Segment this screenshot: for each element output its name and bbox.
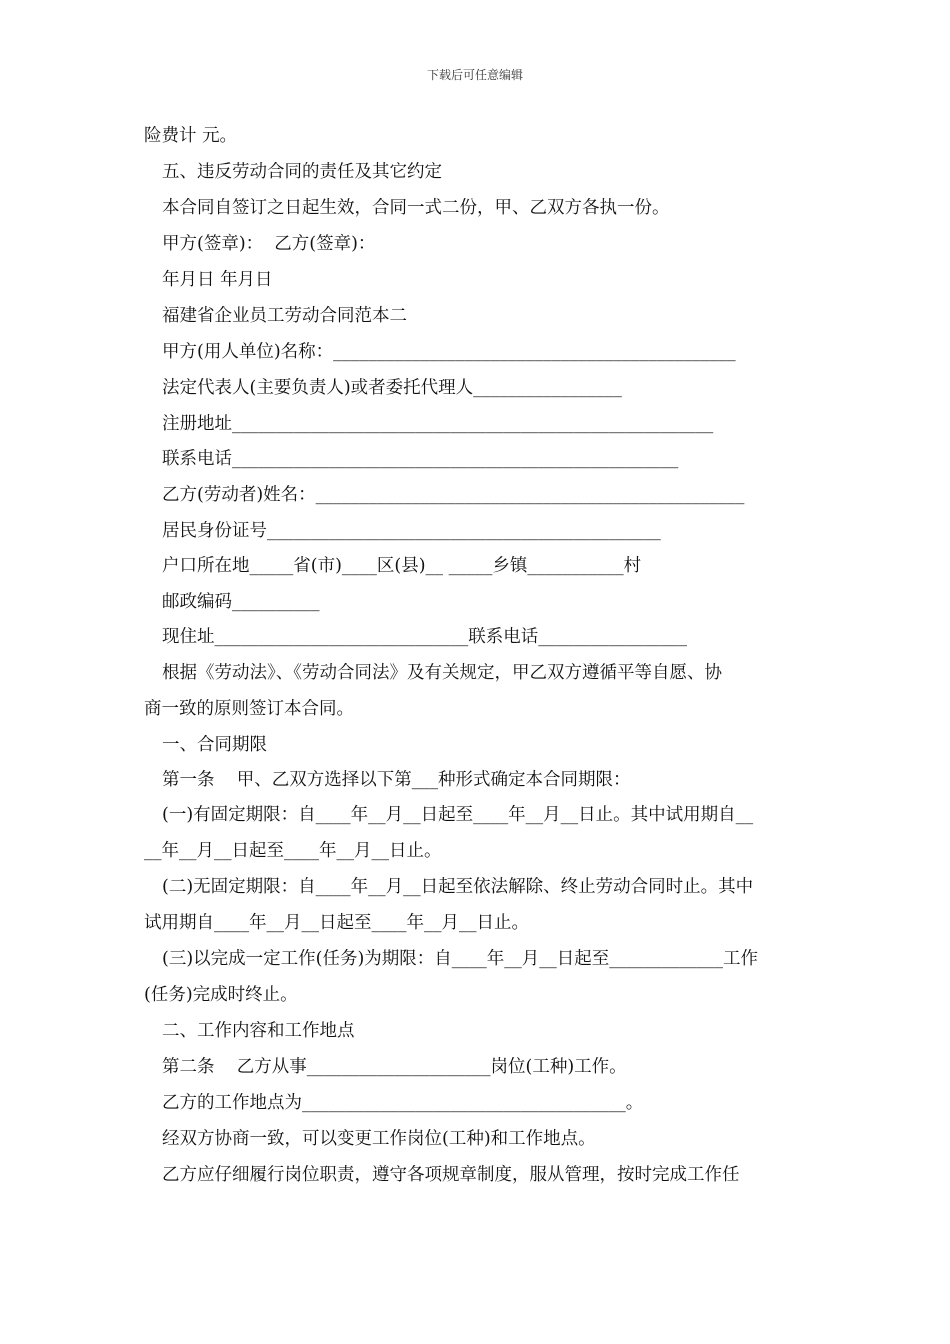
clause-line: (任务)完成时终止。 (144, 985, 298, 1005)
form-field-line: 乙方(劳动者)姓名：_________________________________________________ (162, 485, 745, 505)
form-field-line: 注册地址_______________________________________________________ (162, 414, 714, 434)
form-field-line: 邮政编码__________ (162, 592, 320, 612)
text-line: 险费计 元。 (144, 126, 238, 146)
clause-line: __年__月__日起至____年__月__日止。 (144, 841, 442, 861)
clause-line: 乙方的工作地点为_____________________________________。 (162, 1093, 644, 1113)
section-heading: 五、违反劳动合同的责任及其它约定 (162, 162, 442, 182)
clause-line: 试用期自____年__月__日起至____年__月__日止。 (144, 913, 529, 933)
form-field-line: 现住址_____________________________联系电话_________________ (162, 627, 687, 647)
clause-line: 乙方应仔细履行岗位职责，遵守各项规章制度，服从管理，按时完成工作任 (162, 1165, 740, 1185)
document-title: 福建省企业员工劳动合同范本二 (162, 306, 407, 326)
text-line: 本合同自签订之日起生效，合同一式二份，甲、乙双方各执一份。 (162, 198, 670, 218)
form-field-line: 联系电话___________________________________________________ (162, 449, 679, 469)
signature-line: 甲方(签章)： 乙方(签章)： (162, 234, 376, 254)
form-field-line: 甲方(用人单位)名称：______________________________________________ (162, 342, 736, 362)
page-header: 下载后可任意编辑 (426, 68, 523, 82)
form-field-line: 户口所在地_____省(市)____区(县)__ _____乡镇___________村 (162, 556, 642, 576)
section-heading: 一、合同期限 (162, 735, 267, 755)
text-line: 根据《劳动法》、《劳动合同法》及有关规定，甲乙双方遵循平等自愿、协 (162, 663, 722, 683)
form-field-line: 居民身份证号_____________________________________________ (162, 521, 661, 541)
clause-line: (二)无固定期限：自____年__月__日起至依法解除、终止劳动合同时止。其中 (162, 877, 754, 897)
clause-line: (一)有固定期限：自____年__月__日起至____年__月__日止。其中试用期自__ (162, 805, 754, 825)
section-heading: 二、工作内容和工作地点 (162, 1021, 355, 1041)
clause-line: (三)以完成一定工作(任务)为期限：自____年__月__日起至_____________工作 (162, 949, 759, 969)
date-line: 年月日 年月日 (162, 270, 273, 290)
clause-line: 经双方协商一致，可以变更工作岗位(工种)和工作地点。 (162, 1129, 596, 1149)
text-line: 商一致的原则签订本合同。 (144, 699, 354, 719)
clause-line: 第一条 甲、乙双方选择以下第___种形式确定本合同期限： (162, 770, 631, 790)
form-field-line: 法定代表人(主要负责人)或者委托代理人_________________ (162, 378, 622, 398)
clause-line: 第二条 乙方从事_____________________岗位(工种)工作。 (162, 1057, 627, 1077)
